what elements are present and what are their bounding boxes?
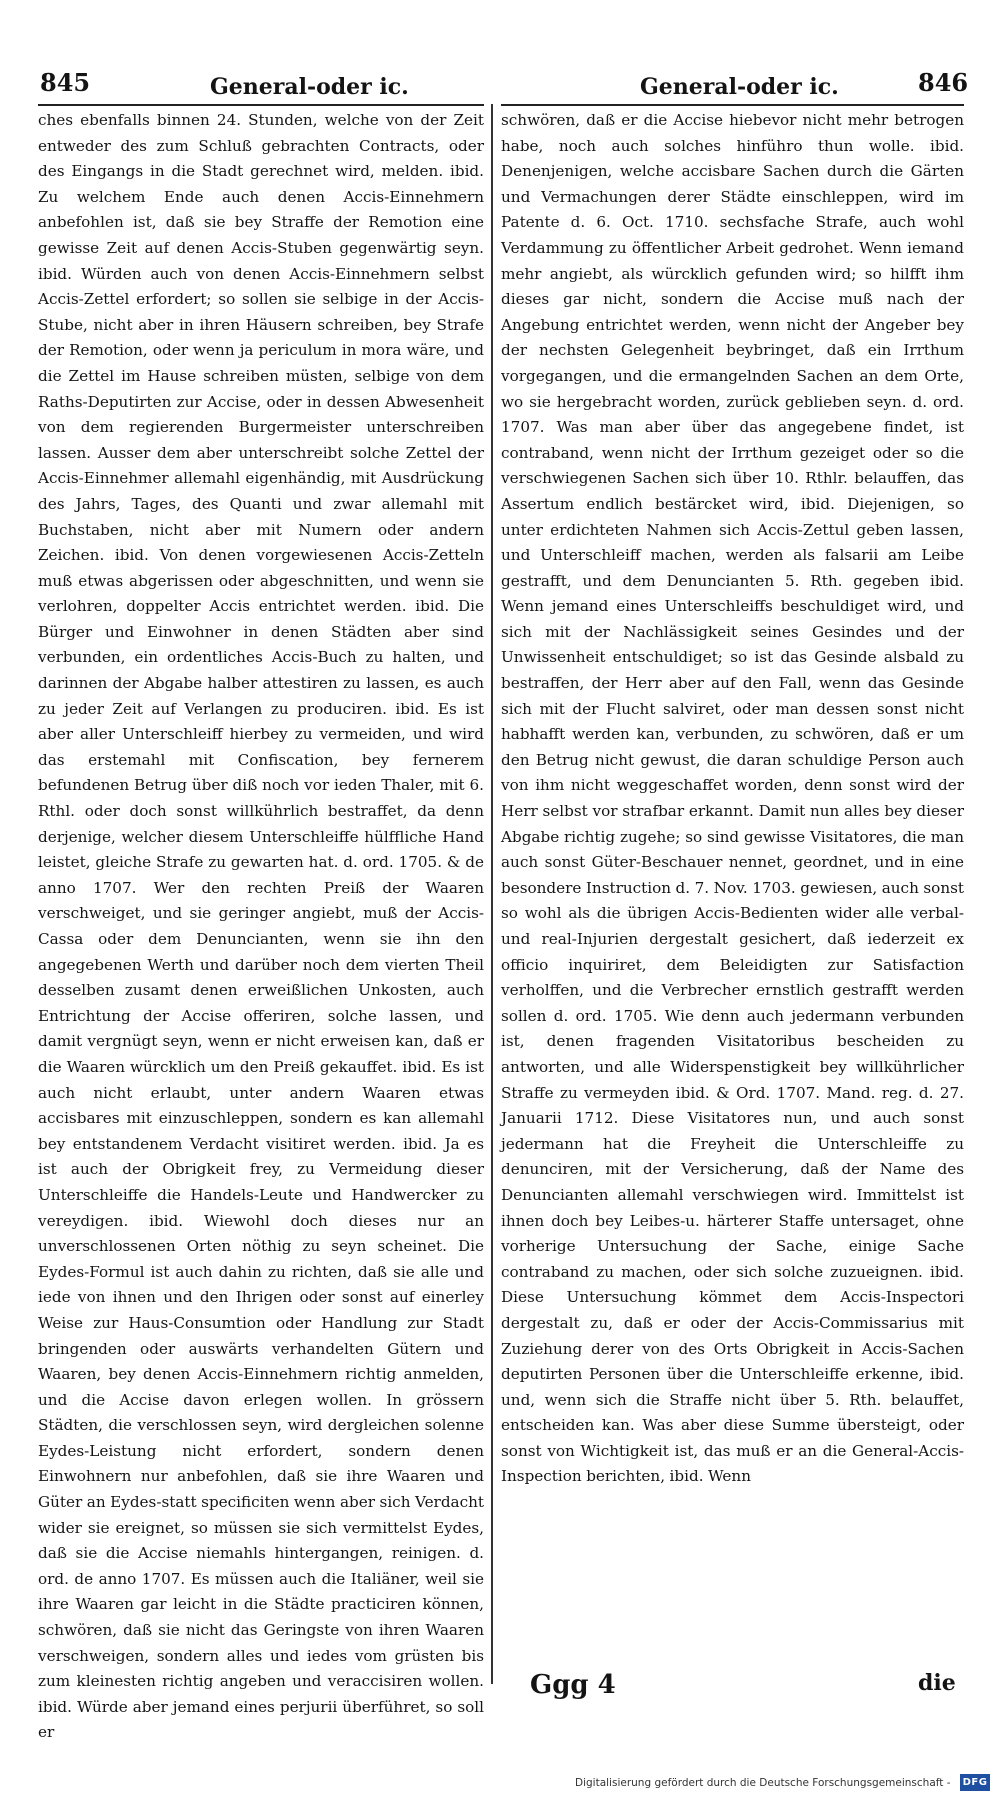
left-column-text: ches ebenfalls binnen 24. Stunden, welche von der Zeit entweder des zum Schluß gebrachten Contracts, oder des Eingangs in die Stadt gerechnet wird, melden. ibid. Zu welchem Ende auch denen Accis-Einnehmern anbefohlen ist, daß sie bey Straffe der Remotion eine gewisse Zeit auf denen Accis-Stuben gegenwärtig seyn. ibid. Würden auch von denen Accis-Einnehmern selbst Accis-Zettel erfordert; so sollen sie selbige in der Accis-Stube, nicht aber in ihren Häusern schreiben, bey Strafe der Remotion, oder wenn ja periculum in mora wäre, und die Zettel im Hause schreiben müsten, selbige von dem Raths-Deputirten zur Accise, oder in dessen Abwesenheit von dem regierenden Burgermeister unterschreiben lassen. Ausser dem aber unterschreibt solche Zettel der Accis-Einnehmer allemahl eigenhändig, mit Ausdrückung des Jahrs, Tages, des Quanti und zwar allemahl mit Buchstaben, nicht aber mit Numern oder andern Zeichen. ibid. Von denen vorgewiesenen Accis-Zetteln muß etwas abgerissen oder abgeschnitten, und wenn sie verlohren, doppelter Accis entrichtet werden. ibid. Die Bürger und Einwohner in denen Städten aber sind verbunden, ein ordentliches Accis-Buch zu halten, und darinnen der Abgabe halber attestiren zu lassen, es auch zu jeder Zeit auf Verlangen zu produciren. ibid. Es ist aber aller Unterschleiff hierbey zu vermeiden, und wird das erstemahl mit Confiscation, bey fernerem befundenen Betrug über diß noch vor ieden Thaler, mit 6. Rthl. oder doch sonst willkührlich bestraffet, da denn derjenige, welcher diesem Unterschleiffe hülffliche Hand leistet, gleiche Strafe zu gewarten hat. d. ord. 1705. & de anno 1707. Wer den rechten Preiß der Waaren verschweiget, und sie geringer angiebt, muß der Accis-Cassa oder dem Denuncianten, wenn sie ihn den angegebenen Werth und darüber noch dem vierten Theil desselben zusamt denen erweißlichen Unkosten, auch Entrichtung der Accise offeriren, solche lassen, und damit vergnügt seyn, wenn er nicht erweisen kan, daß er die Waaren würcklich um den Preiß gekauffet. ibid. Es ist auch nicht erlaubt, unter andern Waaren etwas accisbares mit einzuschleppen, sondern es kan allemahl bey entstandenem Verdacht visitiret werden. ibid. Ja es ist auch der Obrigkeit frey, zu Vermeidung dieser Unterschleiffe die Handels-Leute und Handwercker zu vereydigen. ibid. Wiewohl doch dieses nur an unverschlossenen Orten nöthig zu seyn scheinet. Die Eydes-Formul ist auch dahin zu richten, daß sie alle und iede von ihnen und den Ihrigen oder sonst auf einerley Weise zur Haus-Consumtion oder Handlung zur Stadt bringenden oder auswärts verhandelten Gütern und Waaren, bey denen Accis-Einnehmern richtig anmelden, und die Accise davon erlegen wollen. In grössern Städten, die verschlossen seyn, wird dergleichen solenne Eydes-Leistung nicht erfordert, sondern denen Einwohnern nur anbefohlen, daß sie ihre Waaren und Güter an Eydes-statt specificiten wenn aber sich Verdacht wider sie ereignet, so müssen sie sich vermittelst Eydes, daß sie die Accise niemahls hintergangen, reinigen. d. ord. de anno 1707. Es müssen auch die Italiäner, weil sie ihre Waaren gar leicht in die Städte practiciren können, schwören, daß sie nicht das Geringste von ihren Waaren verschweigen, sondern alles und iedes vom grüsten bis zum kleinesten richtig angeben und veraccisiren wollen. ibid. Würde aber jemand eines perjurii überführet, so soll er: [38, 111, 484, 1742]
right-column-text: schwören, daß er die Accise hiebevor nicht mehr betrogen habe, noch auch solches hinführo thun wolle. ibid. Denenjenigen, welche accisbare Sachen durch die Gärten und Vermachungen derer Städte einschleppen, wird im Patente d. 6. Oct. 1710. sechsfache Strafe, auch wohl Verdammung zu öffentlicher Arbeit gedrohet. Wenn iemand mehr angiebt, als würcklich gefunden wird; so hilfft ihm dieses gar nicht, sondern die Accise muß nach der Angebung entrichtet werden, wenn nicht der Angeber bey der nechsten Gelegenheit beybringet, daß ein Irrthum vorgegangen, und die ermangelnden Sachen an dem Orte, wo sie hergebracht worden, zurück geblieben seyn. d. ord. 1707. Was man aber über das angegebene findet, ist contraband, wenn nicht der Irrthum gezeiget oder so die verschwiegenen Sachen sich über 10. Rthlr. belauffen, das Assertum endlich bestärcket wird, ibid. Diejenigen, so unter erdichteten Nahmen sich Accis-Zettul geben lassen, und Unterschleiff machen, werden als falsarii am Leibe gestrafft, und dem Denuncianten 5. Rth. gegeben ibid. Wenn jemand eines Unterschleiffs beschuldiget wird, und sich mit der Nachlässigkeit seines Gesindes und der Unwissenheit entschuldiget; so ist das Gesinde alsbald zu bestraffen, der Herr aber auf den Fall, wenn das Gesinde sich mit der Flucht salviret, oder man dessen sonst nicht habhafft werden kan, verbunden, zu schwören, daß er um den Betrug nicht gewust, die daran schuldige Person auch von ihm nicht weggeschaffet worden, denn sonst wird der Herr selbst vor strafbar erkannt. Damit nun alles bey dieser Abgabe richtig zugehe; so sind gewisse Visitatores, die man auch sonst Güter-Beschauer nennet, geordnet, und in eine besondere Instruction d. 7. Nov. 1703. gewiesen, auch sonst so wohl als die übrigen Accis-Bedienten wider alle verbal- und real-Injurien dergestalt gesichert, daß iederzeit ex officio inquiriret, dem Beleidigten zur Satisfaction verholffen, und die Verbrecher ernstlich gestrafft werden sollen d. ord. 1705. Wie denn auch jedermann verbunden ist, denen fragenden Visitatoribus bescheiden zu antworten, und alle Widerspenstigkeit bey willkührlicher Straffe zu vermeyden ibid. & Ord. 1707. Mand. reg. d. 27. Januarii 1712. Diese Visitatores nun, und auch sonst jedermann hat die Freyheit die Unterschleiffe zu denunciren, mit der Versicherung, daß der Name des Denuncianten allemahl verschwiegen wird. Immittelst ist ihnen doch bey Leibes-u. härterer Staffe untersaget, ohne vorherige Untersuchung der Sache, einige Sache contraband zu machen, oder sich solche zuzueignen. ibid. Diese Untersuchung kömmet dem Accis-Inspectori dergestalt zu, daß er oder der Accis-Commissarius mit Zuziehung derer von des Orts Obrigkeit in Accis-Sachen deputirten Personen über die Unterschleiffe erkenne, ibid. und, wenn sich die Straffe nicht über 5. Rth. belauffet, entscheiden kan. Was aber diese Summe übersteigt, oder sonst von Wichtigkeit ist, das muß er an die General-Accis-Inspection berichten, ibid. Wenn: [501, 111, 964, 1486]
left-text-column: [38, 108, 484, 1742]
right-header-rule: [501, 104, 964, 106]
left-running-title: General-oder ic.: [210, 74, 409, 100]
catchword: die: [918, 1670, 956, 1696]
digitization-credit: Digitalisierung gefördert durch die Deutsche Forschungsgemeinschaft -: [575, 1777, 951, 1789]
left-page-number: 845: [40, 68, 91, 97]
right-running-title: General-oder ic.: [640, 74, 839, 100]
dfg-logo: DFG: [960, 1774, 990, 1791]
signature-mark: Ggg 4: [530, 1670, 616, 1700]
right-text-column: [501, 108, 964, 1668]
right-page-number: 846: [918, 68, 969, 97]
column-divider: [491, 104, 493, 1684]
left-header-rule: [38, 104, 484, 106]
